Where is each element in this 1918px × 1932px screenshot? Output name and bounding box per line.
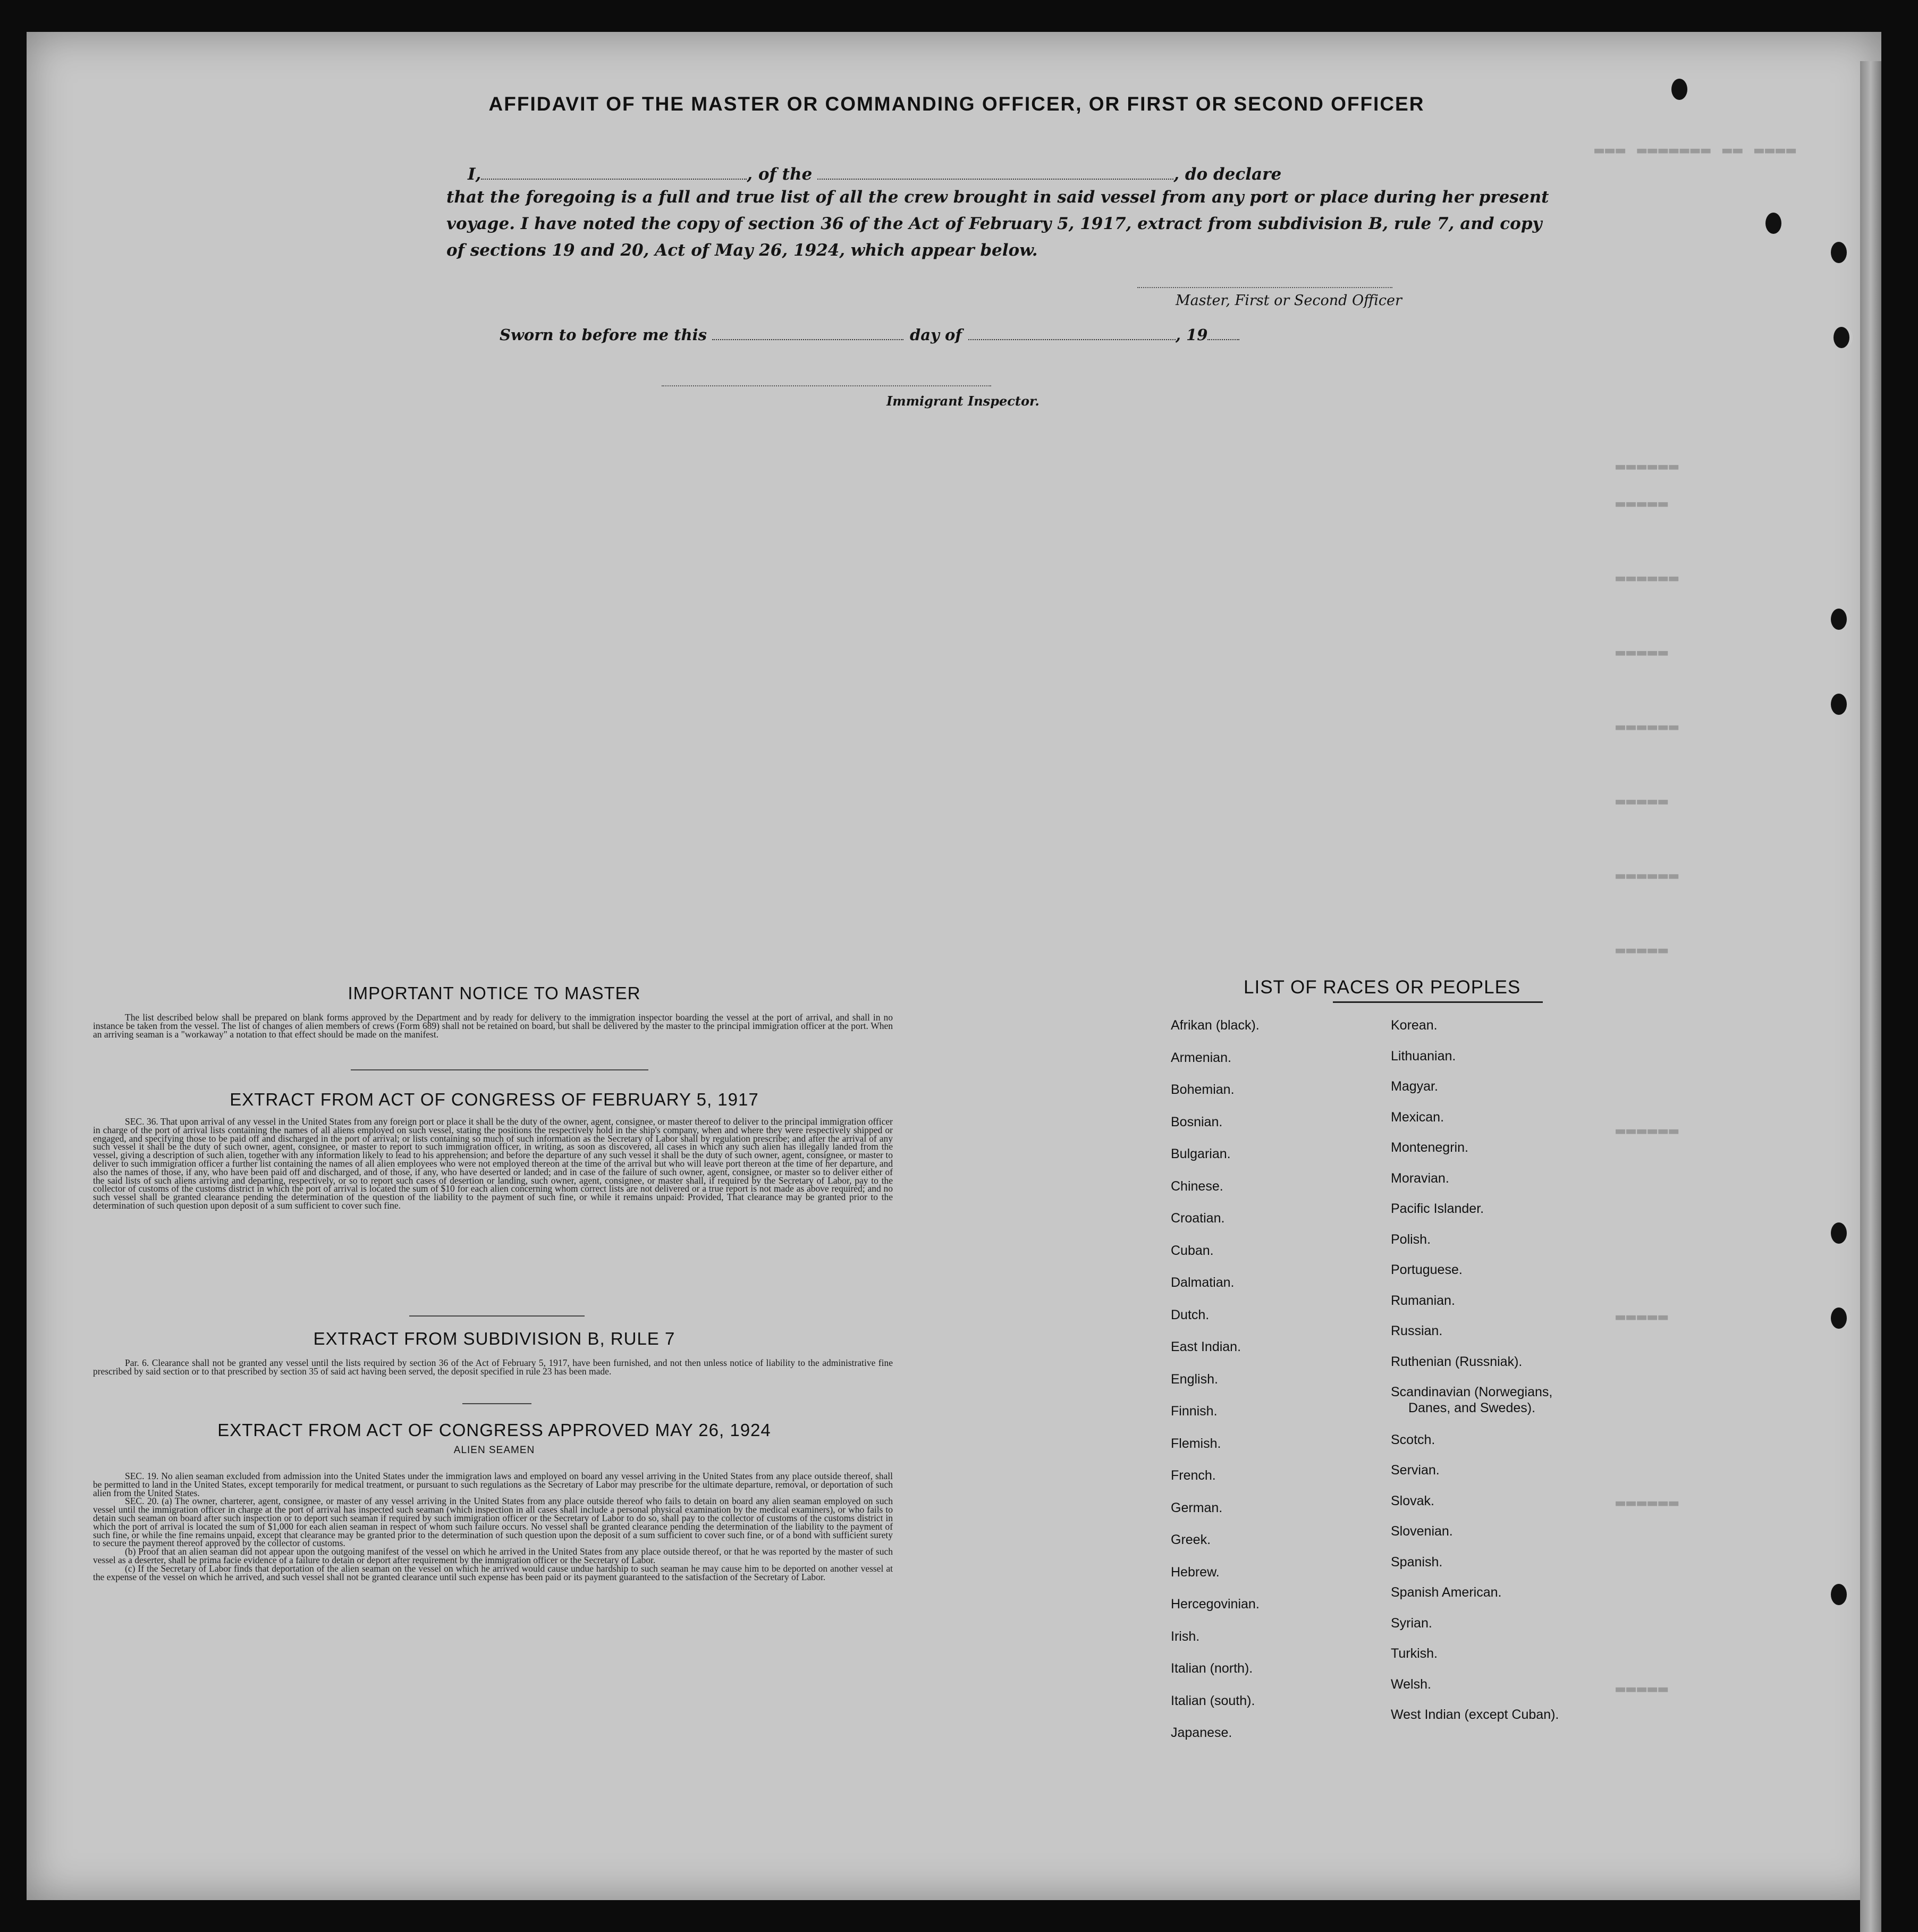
race-item: Scotch. bbox=[1391, 1432, 1435, 1447]
race-item: Cuban. bbox=[1171, 1243, 1214, 1258]
race-item: Irish. bbox=[1171, 1629, 1200, 1644]
race-item: French. bbox=[1171, 1468, 1216, 1483]
inspector-signature-line[interactable] bbox=[662, 385, 991, 386]
binder-hole bbox=[1671, 79, 1687, 100]
notice-title: IMPORTANT NOTICE TO MASTER bbox=[348, 983, 641, 1003]
race-item: Lithuanian. bbox=[1391, 1048, 1456, 1064]
binder-hole bbox=[1831, 1222, 1847, 1244]
race-item: Polish. bbox=[1391, 1231, 1431, 1247]
name-blank[interactable] bbox=[481, 178, 747, 180]
race-item: Spanish. bbox=[1391, 1554, 1443, 1570]
race-item: Servian. bbox=[1391, 1463, 1440, 1478]
rule7-title: EXTRACT FROM SUBDIVISION B, RULE 7 bbox=[313, 1329, 675, 1348]
notice-text bbox=[93, 1014, 893, 1060]
race-item: Korean. bbox=[1391, 1018, 1438, 1033]
race-item: English. bbox=[1171, 1371, 1218, 1387]
sworn-month-blank[interactable] bbox=[968, 339, 1176, 340]
race-item: Bosnian. bbox=[1171, 1114, 1223, 1129]
binder-hole bbox=[1831, 242, 1847, 263]
section-divider bbox=[351, 1069, 648, 1070]
race-item: Chinese. bbox=[1171, 1178, 1223, 1194]
race-item: Syrian. bbox=[1391, 1615, 1432, 1631]
rule7-paragraph: Par. 6. Clearance shall not be granted any vessel until the lists required by section 36 of the Act of February 5, 1917, have been furnished, and not then unless notice of liability to the administrative fine prescribed by said section or to that prescribed by section 35 of said act having been served, the deposit specified in rule 23 has been made. bbox=[93, 1359, 893, 1377]
race-item: Magyar. bbox=[1391, 1079, 1438, 1094]
section-divider bbox=[462, 1403, 531, 1404]
affidavit-of-the: , of the bbox=[747, 165, 813, 184]
binder-hole bbox=[1831, 1584, 1847, 1605]
race-item: German. bbox=[1171, 1500, 1223, 1515]
race-item: Slovak. bbox=[1391, 1493, 1434, 1508]
race-item: Montenegrin. bbox=[1391, 1140, 1468, 1155]
sec20b-paragraph: (b) Proof that an alien seaman did not appear upon the outgoing manifest of the vessel on which he arrived in the United States from any place outside thereof, or that he was reported by the master of such vessel as a deserter, shall be prima facie evidence of a failure to detain or deport after requirement by the immigration officer or the Secretary of Labor. bbox=[93, 1546, 893, 1565]
officer-signature-line[interactable] bbox=[1137, 287, 1392, 288]
race-item: Croatian. bbox=[1171, 1211, 1225, 1226]
race-item: Bohemian. bbox=[1171, 1082, 1235, 1097]
race-item: Danes, and Swedes). bbox=[1408, 1400, 1536, 1415]
affidavit-declaration-line bbox=[446, 165, 1281, 184]
binder-hole bbox=[1831, 609, 1847, 630]
document-page: ▬▬▬ ▬▬▬▬▬▬▬ ▬▬ ▬▬▬▬ ▬▬▬▬▬▬ ▬▬▬▬▬ ▬▬▬▬▬▬ ▬▬▬▬▬ ▬▬▬▬▬▬ ▬▬▬▬▬ ▬▬▬▬▬▬ ▬▬▬▬▬ ▬▬▬▬▬▬ ▬▬▬▬▬ ▬▬▬▬▬▬ ▬▬▬▬▬ bbox=[27, 32, 1881, 1900]
race-item: Dutch. bbox=[1171, 1307, 1210, 1322]
race-item: Italian (north). bbox=[1171, 1661, 1253, 1676]
race-item: Armenian. bbox=[1171, 1050, 1231, 1065]
race-item: Moravian. bbox=[1391, 1170, 1449, 1186]
notice-paragraph: The list described below shall be prepared on blank forms approved by the Department and by ready for delivery to the immigration inspector boarding the vessel at the port of arrival, and shall in no instance be taken from the vessel. The list of changes of alien members of crews (Form 689) shall not be retained on board, but shall be delivered by the master to the principal immigration officer at the port. When an arriving seaman is a "workaway" a notation to that effect should be made on the manifest. bbox=[93, 1014, 893, 1040]
race-item: Hercegovinian. bbox=[1171, 1597, 1260, 1612]
race-item: Italian (south). bbox=[1171, 1693, 1255, 1708]
alien-seamen-subtitle: ALIEN SEAMEN bbox=[453, 1445, 535, 1456]
sec20a-paragraph: SEC. 20. (a) The owner, charterer, agent, consignee, or master of any vessel arriving in the United States from any place outside thereof who fails to detain on board any alien seaman employed on such vessel until the immigration officer in charge at the port of arrival has inspected such seaman (which inspection in all cases shall include a personal physical examination by the medical examiners), or who fails to detain such seaman on board after such inspection or to deport such seaman if required by such immigration officer or the Secretary of Labor to do so, shall pay to the collector of customs of the customs district in which the port of arrival is located the sum of $1,000 for each alien seaman in respect of whom such failure occurs. No vessel shall be granted clearance pending the determination of the liability to the payment of such fine, or while the fine remains unpaid, except that clearance may be granted prior to the determination of such question upon the deposit of a sum sufficient to cover such fine, or of a bond with sufficient surety to secure the payment thereof approved by the collector of customs. bbox=[93, 1496, 893, 1549]
race-item: Japanese. bbox=[1171, 1725, 1232, 1740]
race-item: Scandinavian (Norwegians, bbox=[1391, 1385, 1553, 1399]
affidavit-i: I, bbox=[468, 165, 481, 184]
binder-hole bbox=[1831, 1307, 1847, 1329]
year-label: , 19 bbox=[1175, 326, 1208, 344]
rule7-text bbox=[93, 1359, 893, 1394]
race-item: Russian. bbox=[1391, 1323, 1443, 1338]
extract-1924-title: EXTRACT FROM ACT OF CONGRESS APPROVED MAY 26, 1924 bbox=[217, 1420, 771, 1440]
race-item: Bulgarian. bbox=[1171, 1146, 1231, 1161]
race-item: East Indian. bbox=[1171, 1339, 1241, 1354]
affidavit-line-2: that the foregoing is a full and true list of all the crew brought in said vessel from any port or place during her present bbox=[446, 188, 1549, 207]
extract-1917-text bbox=[93, 1118, 893, 1304]
section-divider bbox=[409, 1315, 585, 1317]
sworn-label: Sworn to before me this bbox=[500, 326, 707, 344]
sworn-year-blank[interactable] bbox=[1207, 339, 1239, 340]
binder-hole bbox=[1765, 213, 1781, 234]
sec20c-paragraph: (c) If the Secretary of Labor finds that deportation of the alien seaman on the vessel on which he arrived would cause undue hardship to such seaman he may cause him to be deported on another vessel at the expense of the vessel on which he arrived, and such vessel shall not be granted clearance until such expense has been paid or its payment guaranteed to the satisfaction of the Secretary of Labor. bbox=[93, 1563, 893, 1582]
extract-1924-text bbox=[93, 1472, 893, 1685]
race-item: Ruthenian (Russniak). bbox=[1391, 1354, 1523, 1369]
page-edge bbox=[1860, 61, 1881, 1932]
race-item: Hebrew. bbox=[1171, 1564, 1220, 1580]
inspector-signature-label: Immigrant Inspector. bbox=[886, 393, 1040, 409]
race-item: West Indian (except Cuban). bbox=[1391, 1707, 1559, 1722]
races-title-underline bbox=[1333, 1001, 1543, 1003]
race-item: Portuguese. bbox=[1391, 1262, 1463, 1277]
affidavit-do-declare: , do declare bbox=[1173, 165, 1282, 184]
race-item: Welsh. bbox=[1391, 1676, 1431, 1692]
affidavit-title: AFFIDAVIT OF THE MASTER OR COMMANDING OFFICER, OR FIRST OR SECOND OFFICER bbox=[488, 93, 1425, 115]
race-item: Rumanian. bbox=[1391, 1293, 1455, 1308]
race-item: Dalmatian. bbox=[1171, 1275, 1235, 1290]
race-item: Slovenian. bbox=[1391, 1524, 1453, 1539]
sec19-paragraph: SEC. 19. No alien seaman excluded from admission into the United States under the immigration laws and employed on board any vessel arriving in the United States from any place outside thereof, shall be permitted to land in the United States, except temporarily for medical treatment, or pursuant to such regulations as the Secretary of Labor may prescribe for the ultimate departure, removal, or deportation of such alien from the United States. bbox=[93, 1472, 893, 1498]
binder-hole bbox=[1833, 327, 1849, 348]
binder-hole bbox=[1831, 694, 1847, 715]
race-item: Greek. bbox=[1171, 1532, 1211, 1547]
race-item: Turkish. bbox=[1391, 1646, 1438, 1661]
race-item: Afrikan (black). bbox=[1171, 1018, 1260, 1033]
race-item: Finnish. bbox=[1171, 1404, 1218, 1419]
race-item: Flemish. bbox=[1171, 1436, 1221, 1451]
affidavit-line-4: of sections 19 and 20, Act of May 26, 1924, which appear below. bbox=[446, 241, 1038, 260]
sworn-day-blank[interactable] bbox=[712, 339, 903, 340]
extract-1917-title: EXTRACT FROM ACT OF CONGRESS OF FEBRUARY 5, 1917 bbox=[230, 1090, 759, 1109]
race-item: Mexican. bbox=[1391, 1109, 1444, 1125]
race-item: Spanish American. bbox=[1391, 1585, 1502, 1600]
section-36-paragraph: SEC. 36. That upon arrival of any vessel in the United States from any foreign port or place it shall be the duty of the owner, agent, consignee, or master thereof to deliver to the principal immigration officer in charge of the port of arrival lists containing the names of all aliens employed on such vessel, stating the positions the respectively hold in the ship's company, when and where they were respectively shipped or engaged, and specifying those to be paid off and discharged in the port of arrival; or lists containing so much of such information as the Secretary of Labor shall by regulation prescribe; and after the arrival of any such vessel it shall be the duty of such owner, agent, consignee, or master to report to such immigration officer, in writing, as soon as discovered, all cases in which any such alien has illegally landed from the vessel, giving a description of such alien, together with any information likely to lead to his apprehension; and before the departure of any such vessel it shall be the duty of such owner, agent, consignee, or master to deliver to such immigration officer a further list containing the names of all alien employees who were not employed thereon at the time of the arrival but who will leave port thereon at the time of her departure, and also the names of those, if any, who have been paid off and discharged, and of those, if any, who have deserted or landed; and in case of the failure of such owner, agent, consignee, or master so to deliver either of the said lists of such aliens arriving and departing, respectively, or so to report such cases of desertion or landing, such owner, agent, consignee, or master shall, if required by the Secretary of Labor, pay to the collector of customs of the customs district in which the port of arrival is located the sum of $10 for each alien concerning whom correct lists are not delivered or a true report is not made as above required; and no such vessel shall be granted clearance pending the determination of the question of the liability to the payment of such fine, or while it remains unpaid: Provided, That clearance may be granted prior to the determination of such question upon deposit of a sum sufficient to cover such fine. bbox=[93, 1118, 893, 1211]
day-of-label: day of bbox=[909, 326, 962, 344]
race-item: Pacific Islander. bbox=[1391, 1201, 1484, 1216]
affidavit-line-3: voyage. I have noted the copy of section 36 of the Act of February 5, 1917, extract from subdivision B, rule 7, and copy bbox=[446, 214, 1542, 233]
races-title: LIST OF RACES OR PEOPLES bbox=[1244, 977, 1521, 998]
vessel-blank[interactable] bbox=[817, 178, 1173, 180]
officer-signature-label: Master, First or Second Officer bbox=[1176, 292, 1402, 309]
sworn-line bbox=[446, 326, 1239, 344]
